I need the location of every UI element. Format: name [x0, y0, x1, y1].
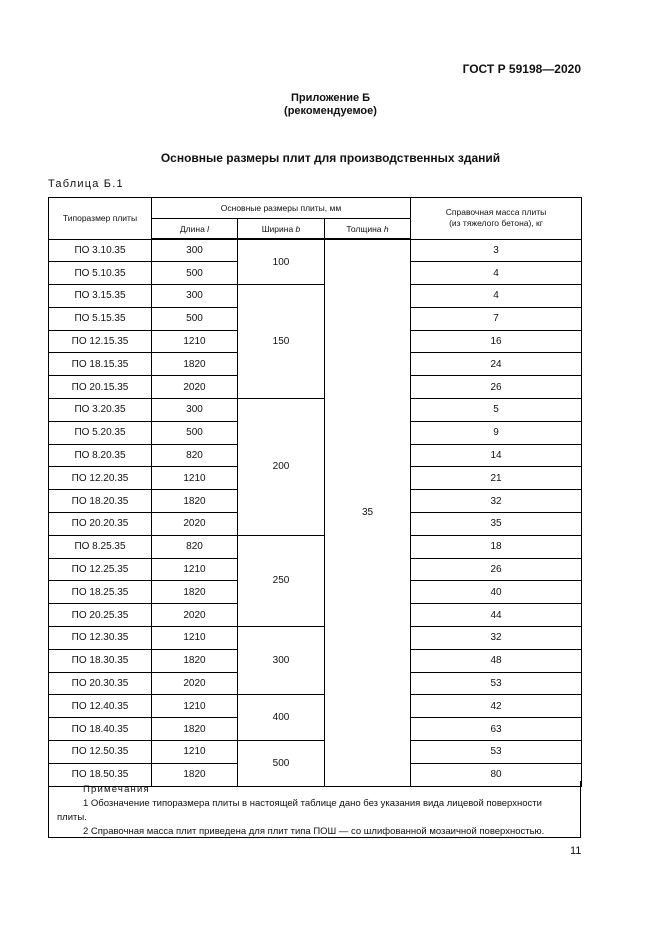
cell-type: ПО 18.25.35	[49, 581, 152, 604]
notes-heading: Примечания	[83, 784, 150, 795]
cell-mass: 14	[411, 444, 582, 467]
cell-mass: 16	[411, 330, 582, 353]
cell-width: 150	[238, 285, 325, 399]
cell-mass: 35	[411, 513, 582, 536]
cell-length: 500	[152, 421, 238, 444]
cell-type: ПО 20.20.35	[49, 513, 152, 536]
cell-mass: 18	[411, 535, 582, 558]
cell-width: 100	[238, 239, 325, 285]
cell-type: ПО 18.50.35	[49, 763, 152, 786]
cell-width: 300	[238, 627, 325, 695]
cell-length: 820	[152, 535, 238, 558]
cell-length: 300	[152, 285, 238, 308]
cell-width: 200	[238, 399, 325, 536]
note-1: 1 Обозначение типоразмера плиты в настоящей таблице дано без указания вида лицевой поверхности плиты.	[57, 798, 542, 823]
col-header-mass-line2: (из тяжелого бетона), кг	[449, 218, 543, 229]
col-header-mass-line1: Справочная масса плиты	[445, 207, 547, 218]
document-code: ГОСТ Р 59198—2020	[462, 62, 581, 76]
cell-length: 1820	[152, 649, 238, 672]
cell-mass: 9	[411, 421, 582, 444]
cell-mass: 3	[411, 239, 582, 262]
cell-type: ПО 5.20.35	[49, 421, 152, 444]
cell-type: ПО 18.30.35	[49, 649, 152, 672]
appendix-heading	[0, 92, 661, 118]
cell-length: 2020	[152, 513, 238, 536]
dimensions-table	[48, 197, 582, 787]
cell-type: ПО 3.15.35	[49, 285, 152, 308]
cell-type: ПО 18.20.35	[49, 490, 152, 513]
cell-mass: 7	[411, 307, 582, 330]
cell-mass: 21	[411, 467, 582, 490]
cell-mass: 80	[411, 763, 582, 786]
cell-length: 820	[152, 444, 238, 467]
cell-length: 2020	[152, 376, 238, 399]
cell-width: 500	[238, 741, 325, 787]
table-notes	[48, 781, 581, 838]
cell-length: 1820	[152, 718, 238, 741]
cell-mass: 44	[411, 604, 582, 627]
cell-length: 1820	[152, 353, 238, 376]
cell-length: 300	[152, 239, 238, 262]
col-header-width: Ширина b	[238, 219, 325, 240]
cell-length: 1210	[152, 467, 238, 490]
cell-length: 1210	[152, 558, 238, 581]
cell-length: 1210	[152, 330, 238, 353]
cell-length: 1210	[152, 695, 238, 718]
cell-mass: 5	[411, 399, 582, 422]
col-header-mass	[411, 198, 582, 240]
cell-type: ПО 12.20.35	[49, 467, 152, 490]
cell-type: ПО 18.15.35	[49, 353, 152, 376]
cell-length: 500	[152, 262, 238, 285]
table-row	[49, 741, 582, 764]
cell-mass: 26	[411, 558, 582, 581]
cell-type: ПО 8.25.35	[49, 535, 152, 558]
table-row	[49, 627, 582, 650]
table-label: Таблица Б.1	[48, 178, 124, 190]
cell-type: ПО 20.30.35	[49, 672, 152, 695]
cell-length: 500	[152, 307, 238, 330]
cell-type: ПО 3.20.35	[49, 399, 152, 422]
cell-type: ПО 20.25.35	[49, 604, 152, 627]
col-header-thickness: Толщина h	[325, 219, 411, 240]
cell-mass: 4	[411, 285, 582, 308]
cell-mass: 53	[411, 741, 582, 764]
cell-type: ПО 20.15.35	[49, 376, 152, 399]
cell-thickness: 35	[325, 239, 411, 786]
cell-type: ПО 12.50.35	[49, 741, 152, 764]
cell-type: ПО 18.40.35	[49, 718, 152, 741]
cell-mass: 42	[411, 695, 582, 718]
table-row	[49, 239, 582, 262]
cell-mass: 48	[411, 649, 582, 672]
cell-type: ПО 12.25.35	[49, 558, 152, 581]
table-row	[49, 285, 582, 308]
note-2: 2 Справочная масса плит приведена для плит типа ПОШ — со шлифованной мозаичной поверхностью.	[83, 826, 545, 837]
cell-type: ПО 3.10.35	[49, 239, 152, 262]
cell-mass: 26	[411, 376, 582, 399]
cell-type: ПО 5.15.35	[49, 307, 152, 330]
cell-mass: 4	[411, 262, 582, 285]
cell-type: ПО 12.30.35	[49, 627, 152, 650]
cell-type: ПО 5.10.35	[49, 262, 152, 285]
cell-type: ПО 8.20.35	[49, 444, 152, 467]
table-title: Основные размеры плит для производственных зданий	[160, 151, 501, 165]
table-row	[49, 695, 582, 718]
col-header-length: Длина l	[152, 219, 238, 240]
cell-type: ПО 12.40.35	[49, 695, 152, 718]
cell-mass: 24	[411, 353, 582, 376]
cell-type: ПО 12.15.35	[49, 330, 152, 353]
col-header-main-dims: Основные размеры плиты, мм	[152, 198, 411, 219]
page-number: 11	[570, 845, 582, 857]
cell-length: 1210	[152, 741, 238, 764]
cell-width: 250	[238, 535, 325, 626]
cell-length: 1820	[152, 763, 238, 786]
cell-mass: 32	[411, 627, 582, 650]
cell-mass: 63	[411, 718, 582, 741]
table-body	[49, 239, 582, 786]
cell-length: 2020	[152, 672, 238, 695]
table-row	[49, 399, 582, 422]
cell-length: 1210	[152, 627, 238, 650]
table-row	[49, 535, 582, 558]
cell-width: 400	[238, 695, 325, 741]
appendix-subtitle: (рекомендуемое)	[284, 105, 377, 117]
cell-length: 300	[152, 399, 238, 422]
cell-mass: 32	[411, 490, 582, 513]
cell-mass: 53	[411, 672, 582, 695]
cell-mass: 40	[411, 581, 582, 604]
appendix-title: Приложение Б	[290, 92, 371, 104]
cell-length: 1820	[152, 581, 238, 604]
cell-length: 1820	[152, 490, 238, 513]
cell-length: 2020	[152, 604, 238, 627]
col-header-type: Типоразмер плиты	[49, 198, 152, 240]
